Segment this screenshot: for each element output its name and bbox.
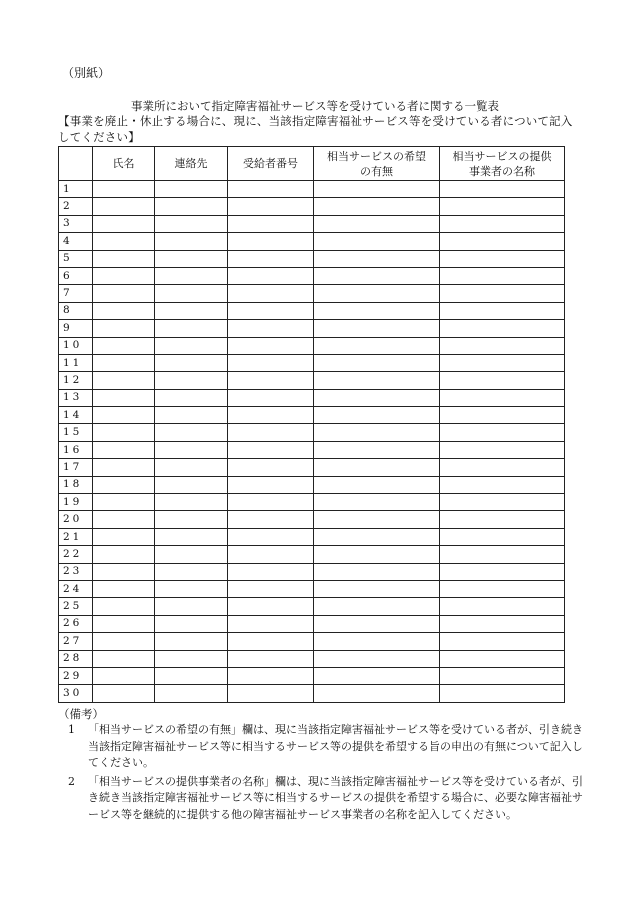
row-number: 10	[59, 337, 93, 354]
recipient-number-cell[interactable]	[228, 372, 314, 389]
provider-name-cell[interactable]	[440, 650, 565, 667]
provider-name-cell[interactable]	[440, 667, 565, 684]
row-number: 7	[59, 285, 93, 302]
provider-name-cell[interactable]	[440, 302, 565, 319]
contact-cell[interactable]	[155, 424, 228, 441]
service-wish-cell[interactable]	[314, 354, 440, 371]
table-row	[59, 320, 565, 337]
service-wish-cell[interactable]	[314, 372, 440, 389]
recipient-number-cell[interactable]	[228, 354, 314, 371]
service-wish-cell[interactable]	[314, 233, 440, 250]
recipient-number-cell[interactable]	[228, 233, 314, 250]
service-wish-cell[interactable]	[314, 633, 440, 650]
header-name: 氏名	[93, 147, 155, 181]
row-number: 27	[59, 633, 93, 650]
contact-cell[interactable]	[155, 285, 228, 302]
contact-cell[interactable]	[155, 494, 228, 511]
name-cell[interactable]	[93, 320, 155, 337]
recipient-number-cell[interactable]	[228, 320, 314, 337]
row-number: 18	[59, 476, 93, 493]
table-row	[59, 181, 565, 198]
contact-cell[interactable]	[155, 598, 228, 615]
remark-note	[62, 774, 584, 824]
provider-name-cell[interactable]	[440, 354, 565, 371]
provider-name-cell[interactable]	[440, 424, 565, 441]
contact-cell[interactable]	[155, 198, 228, 215]
provider-name-cell[interactable]	[440, 615, 565, 632]
contact-cell[interactable]	[155, 233, 228, 250]
name-cell[interactable]	[93, 233, 155, 250]
provider-name-cell[interactable]	[440, 459, 565, 476]
service-wish-cell[interactable]	[314, 494, 440, 511]
name-cell[interactable]	[93, 389, 155, 406]
service-wish-cell[interactable]	[314, 302, 440, 319]
provider-name-cell[interactable]	[440, 528, 565, 545]
row-number: 24	[59, 580, 93, 597]
table-row	[59, 233, 565, 250]
name-cell[interactable]	[93, 407, 155, 424]
table-row	[59, 580, 565, 597]
name-cell[interactable]	[93, 476, 155, 493]
contact-cell[interactable]	[155, 650, 228, 667]
table-row	[59, 546, 565, 563]
header-recipient-number: 受給者番号	[228, 147, 314, 181]
contact-cell[interactable]	[155, 633, 228, 650]
table-row	[59, 494, 565, 511]
name-cell[interactable]	[93, 372, 155, 389]
row-number: 21	[59, 528, 93, 545]
provider-name-cell[interactable]	[440, 285, 565, 302]
recipient-number-cell[interactable]	[228, 250, 314, 267]
table-row	[59, 633, 565, 650]
row-number: 8	[59, 302, 93, 319]
document-title: 事業所において指定障害福祉サービス等を受けている者に関する一覧表	[131, 99, 499, 113]
row-number: 26	[59, 615, 93, 632]
contact-cell[interactable]	[155, 511, 228, 528]
provider-name-cell[interactable]	[440, 633, 565, 650]
recipient-number-cell[interactable]	[228, 633, 314, 650]
name-cell[interactable]	[93, 667, 155, 684]
recipient-number-cell[interactable]	[228, 494, 314, 511]
contact-cell[interactable]	[155, 615, 228, 632]
service-wish-cell[interactable]	[314, 320, 440, 337]
row-number: 17	[59, 459, 93, 476]
service-wish-cell[interactable]	[314, 407, 440, 424]
provider-name-cell[interactable]	[440, 546, 565, 563]
instruction-text: 【事業を廃止・休止する場合に、現に、当該指定障害福祉サービス等を受けている者について記入してください】	[58, 114, 573, 144]
service-wish-cell[interactable]	[314, 215, 440, 232]
remark-number: 2	[68, 774, 75, 788]
provider-name-cell[interactable]	[440, 476, 565, 493]
row-number: 19	[59, 494, 93, 511]
provider-name-cell[interactable]	[440, 598, 565, 615]
contact-cell[interactable]	[155, 563, 228, 580]
table-row	[59, 250, 565, 267]
service-wish-cell[interactable]	[314, 337, 440, 354]
row-number: 2	[59, 198, 93, 215]
service-wish-cell[interactable]	[314, 424, 440, 441]
service-wish-cell[interactable]	[314, 285, 440, 302]
name-cell[interactable]	[93, 250, 155, 267]
table-row	[59, 267, 565, 284]
contact-cell[interactable]	[155, 685, 228, 702]
table-row	[59, 337, 565, 354]
table-row	[59, 615, 565, 632]
name-cell[interactable]	[93, 459, 155, 476]
service-wish-cell[interactable]	[314, 598, 440, 615]
table-row	[59, 424, 565, 441]
service-wish-cell[interactable]	[314, 563, 440, 580]
recipient-number-cell[interactable]	[228, 667, 314, 684]
name-cell[interactable]	[93, 528, 155, 545]
row-number: 23	[59, 563, 93, 580]
name-cell[interactable]	[93, 633, 155, 650]
row-number: 25	[59, 598, 93, 615]
table-row	[59, 285, 565, 302]
name-cell[interactable]	[93, 615, 155, 632]
recipient-number-cell[interactable]	[228, 389, 314, 406]
name-cell[interactable]	[93, 267, 155, 284]
name-cell[interactable]	[93, 546, 155, 563]
remark-note	[62, 722, 584, 772]
contact-cell[interactable]	[155, 181, 228, 198]
provider-name-cell[interactable]	[440, 320, 565, 337]
table-row	[59, 598, 565, 615]
recipient-number-cell[interactable]	[228, 459, 314, 476]
contact-cell[interactable]	[155, 459, 228, 476]
recipient-number-cell[interactable]	[228, 267, 314, 284]
service-wish-cell[interactable]	[314, 580, 440, 597]
table-row	[59, 372, 565, 389]
provider-name-cell[interactable]	[440, 580, 565, 597]
recipient-number-cell[interactable]	[228, 337, 314, 354]
service-wish-cell[interactable]	[314, 511, 440, 528]
contact-cell[interactable]	[155, 667, 228, 684]
remarks-list	[62, 722, 584, 825]
table-row	[59, 407, 565, 424]
name-cell[interactable]	[93, 181, 155, 198]
row-number: 9	[59, 320, 93, 337]
name-cell[interactable]	[93, 494, 155, 511]
contact-cell[interactable]	[155, 476, 228, 493]
recipient-number-cell[interactable]	[228, 650, 314, 667]
contact-cell[interactable]	[155, 407, 228, 424]
remark-text: 「相当サービスの希望の有無」欄は、現に当該指定障害福祉サービス等を受けている者が、引き続き当該指定障害福祉サービス等に相当するサービス等の提供を希望する旨の申出の有無について記入してください。	[88, 723, 583, 769]
row-number: 11	[59, 354, 93, 371]
provider-name-cell[interactable]	[440, 441, 565, 458]
recipient-number-cell[interactable]	[228, 598, 314, 615]
row-number: 16	[59, 441, 93, 458]
recipient-number-cell[interactable]	[228, 215, 314, 232]
table-row	[59, 441, 565, 458]
provider-name-cell[interactable]	[440, 337, 565, 354]
contact-cell[interactable]	[155, 528, 228, 545]
provider-name-cell[interactable]	[440, 181, 565, 198]
row-number: 15	[59, 424, 93, 441]
contact-cell[interactable]	[155, 302, 228, 319]
table-row	[59, 476, 565, 493]
remarks-title: （備考）	[58, 707, 104, 721]
roster-body	[59, 181, 565, 703]
header-contact: 連絡先	[155, 147, 228, 181]
row-number: 29	[59, 667, 93, 684]
service-wish-cell[interactable]	[314, 528, 440, 545]
service-wish-cell[interactable]	[314, 685, 440, 702]
row-number: 6	[59, 267, 93, 284]
header-service-wish: 相当サービスの希望 の有無	[314, 147, 440, 181]
provider-name-cell[interactable]	[440, 215, 565, 232]
row-number: 1	[59, 181, 93, 198]
service-wish-cell[interactable]	[314, 615, 440, 632]
row-number: 22	[59, 546, 93, 563]
contact-cell[interactable]	[155, 354, 228, 371]
service-wish-cell[interactable]	[314, 181, 440, 198]
contact-cell[interactable]	[155, 580, 228, 597]
name-cell[interactable]	[93, 302, 155, 319]
row-number: 30	[59, 685, 93, 702]
service-wish-cell[interactable]	[314, 441, 440, 458]
recipient-number-cell[interactable]	[228, 615, 314, 632]
provider-name-cell[interactable]	[440, 267, 565, 284]
recipient-number-cell[interactable]	[228, 685, 314, 702]
attachment-label: （別紙）	[62, 66, 111, 80]
provider-name-cell[interactable]	[440, 563, 565, 580]
recipient-number-cell[interactable]	[228, 528, 314, 545]
contact-cell[interactable]	[155, 441, 228, 458]
service-wish-cell[interactable]	[314, 198, 440, 215]
table-row	[59, 650, 565, 667]
table-row	[59, 354, 565, 371]
row-number: 4	[59, 233, 93, 250]
contact-cell[interactable]	[155, 267, 228, 284]
recipient-number-cell[interactable]	[228, 198, 314, 215]
recipient-number-cell[interactable]	[228, 546, 314, 563]
table-row	[59, 528, 565, 545]
name-cell[interactable]	[93, 354, 155, 371]
provider-name-cell[interactable]	[440, 494, 565, 511]
name-cell[interactable]	[93, 563, 155, 580]
recipient-number-cell[interactable]	[228, 181, 314, 198]
name-cell[interactable]	[93, 441, 155, 458]
service-wish-cell[interactable]	[314, 667, 440, 684]
remark-text: 「相当サービスの提供事業者の名称」欄は、現に当該指定障害福祉サービス等を受けている者が、引き続き当該指定障害福祉サービス等に相当するサービスの提供を希望する場合に、必要な障害福祉サービス等を継続的に提供する他の障害福祉サービス事業者の名称を記入してください。	[88, 774, 583, 821]
contact-cell[interactable]	[155, 320, 228, 337]
recipient-number-cell[interactable]	[228, 285, 314, 302]
name-cell[interactable]	[93, 215, 155, 232]
service-wish-cell[interactable]	[314, 476, 440, 493]
recipient-number-cell[interactable]	[228, 580, 314, 597]
name-cell[interactable]	[93, 511, 155, 528]
row-number: 13	[59, 389, 93, 406]
name-cell[interactable]	[93, 424, 155, 441]
recipient-number-cell[interactable]	[228, 441, 314, 458]
provider-name-cell[interactable]	[440, 389, 565, 406]
service-wish-cell[interactable]	[314, 250, 440, 267]
recipient-number-cell[interactable]	[228, 302, 314, 319]
name-cell[interactable]	[93, 580, 155, 597]
name-cell[interactable]	[93, 650, 155, 667]
name-cell[interactable]	[93, 598, 155, 615]
table-row	[59, 389, 565, 406]
table-row	[59, 563, 565, 580]
header-cell	[59, 147, 93, 181]
service-wish-cell[interactable]	[314, 389, 440, 406]
table-row	[59, 302, 565, 319]
roster-table	[58, 146, 565, 703]
contact-cell[interactable]	[155, 337, 228, 354]
name-cell[interactable]	[93, 285, 155, 302]
row-number: 20	[59, 511, 93, 528]
contact-cell[interactable]	[155, 215, 228, 232]
table-row	[59, 685, 565, 702]
recipient-number-cell[interactable]	[228, 563, 314, 580]
recipient-number-cell[interactable]	[228, 424, 314, 441]
contact-cell[interactable]	[155, 250, 228, 267]
table-row	[59, 459, 565, 476]
table-row	[59, 667, 565, 684]
provider-name-cell[interactable]	[440, 685, 565, 702]
row-number: 5	[59, 250, 93, 267]
service-wish-cell[interactable]	[314, 267, 440, 284]
row-number: 12	[59, 372, 93, 389]
service-wish-cell[interactable]	[314, 546, 440, 563]
row-number: 14	[59, 407, 93, 424]
header-row	[59, 147, 565, 181]
table-row	[59, 215, 565, 232]
service-wish-cell[interactable]	[314, 650, 440, 667]
provider-name-cell[interactable]	[440, 511, 565, 528]
contact-cell[interactable]	[155, 546, 228, 563]
provider-name-cell[interactable]	[440, 407, 565, 424]
row-number: 3	[59, 215, 93, 232]
contact-cell[interactable]	[155, 372, 228, 389]
table-row	[59, 511, 565, 528]
provider-name-cell[interactable]	[440, 372, 565, 389]
name-cell[interactable]	[93, 685, 155, 702]
contact-cell[interactable]	[155, 389, 228, 406]
remark-number: 1	[68, 723, 75, 736]
header-provider-name: 相当サービスの提供 事業者の名称	[440, 147, 565, 181]
recipient-number-cell[interactable]	[228, 476, 314, 493]
row-number: 28	[59, 650, 93, 667]
recipient-number-cell[interactable]	[228, 511, 314, 528]
service-wish-cell[interactable]	[314, 459, 440, 476]
recipient-number-cell[interactable]	[228, 407, 314, 424]
provider-name-cell[interactable]	[440, 233, 565, 250]
table-row	[59, 198, 565, 215]
provider-name-cell[interactable]	[440, 250, 565, 267]
name-cell[interactable]	[93, 337, 155, 354]
name-cell[interactable]	[93, 198, 155, 215]
provider-name-cell[interactable]	[440, 198, 565, 215]
